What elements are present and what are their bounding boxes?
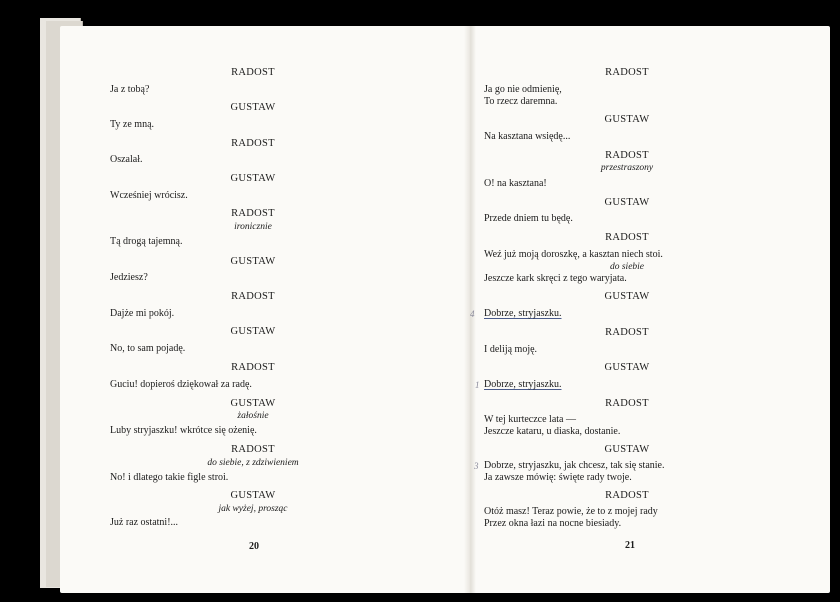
verse-line: Guciu! dopieroś dziękował za radę. — [110, 379, 252, 390]
verse-line: Przede dniem tu będę. — [484, 213, 573, 224]
speaker-name: RADOST — [231, 291, 275, 302]
speaker-name: GUSTAW — [230, 256, 276, 267]
pencil-margin-mark: 1 — [475, 380, 480, 390]
page-number: 21 — [625, 540, 635, 551]
page-number: 20 — [249, 541, 259, 552]
verse-line: Dobrze, stryjaszku. — [484, 379, 562, 390]
verse-line: Ty ze mną. — [110, 119, 155, 130]
verse-line: Dobrze, stryjaszku, jak chcesz, tak się stanie. — [484, 460, 665, 471]
verse-line: Luby stryjaszku! wkrótce się ożenię. — [110, 425, 257, 436]
speaker-name: RADOST — [231, 362, 275, 373]
speaker-name: RADOST — [605, 327, 649, 338]
speaker-name: GUSTAW — [604, 444, 650, 455]
pencil-margin-mark: 4 — [470, 309, 475, 319]
speaker-name: RADOST — [605, 150, 649, 161]
speaker-name: GUSTAW — [230, 173, 276, 184]
verse-line: Otóż masz! Teraz powie, że to z mojej rady — [484, 506, 658, 517]
verse-line: Ja go nie odmienię, — [484, 84, 562, 95]
speaker-name: GUSTAW — [604, 362, 650, 373]
verse-line: Dobrze, stryjaszku. — [484, 308, 562, 319]
verse-line: Jeszcze kataru, u diaska, dostanie. — [484, 426, 621, 437]
speaker-name: RADOST — [605, 490, 649, 501]
speaker-name: RADOST — [231, 444, 275, 455]
verse-line: No! i dlatego takie figle stroi. — [110, 472, 229, 483]
verse-line: To rzecz daremna. — [484, 96, 558, 107]
stage-direction: żałośnie — [237, 411, 269, 421]
verse-line: Dajże mi pokój. — [110, 308, 175, 319]
verse-line: Jeszcze kark skręci z tego waryjata. — [484, 273, 627, 284]
speaker-name: GUSTAW — [230, 490, 276, 501]
verse-line: O! na kasztana! — [484, 178, 547, 189]
verse-line: Wcześniej wrócisz. — [110, 190, 188, 201]
speaker-name: RADOST — [231, 208, 275, 219]
speaker-name: RADOST — [605, 398, 649, 409]
speaker-name: RADOST — [231, 138, 275, 149]
verse-line: Tą drogą tajemną. — [110, 236, 183, 247]
verse-line: W tej kurteczce lata — — [484, 414, 576, 425]
speaker-name: GUSTAW — [230, 326, 276, 337]
stage-direction: do siebie, z zdziwieniem — [207, 458, 299, 468]
speaker-name: RADOST — [605, 67, 649, 78]
speaker-name: GUSTAW — [604, 197, 650, 208]
verse-line: Ja zawsze mówię: święte rady twoje. — [484, 472, 632, 483]
verse-line: No, to sam pojadę. — [110, 343, 186, 354]
stage-direction: do siebie — [609, 262, 645, 272]
verse-line: Oszalał. — [110, 154, 143, 165]
stage-direction: jak wyżej, prosząc — [218, 504, 288, 514]
speaker-name: GUSTAW — [604, 114, 650, 125]
speaker-name: RADOST — [231, 67, 275, 78]
speaker-name: RADOST — [605, 232, 649, 243]
speaker-name: GUSTAW — [230, 102, 276, 113]
verse-line: Już raz ostatni!... — [110, 517, 179, 528]
verse-line: Na kasztana wsiędę... — [484, 131, 571, 142]
speaker-name: GUSTAW — [604, 291, 650, 302]
pencil-margin-mark: 3 — [474, 461, 479, 471]
book — [24, 12, 832, 594]
verse-line: I deliją moję. — [484, 344, 538, 355]
speaker-name: GUSTAW — [230, 398, 276, 409]
verse-line: Przez okna łazi na nocne biesiady. — [484, 518, 622, 529]
stage-direction: ironicznie — [234, 222, 272, 232]
verse-line: Weź już moją doroszkę, a kasztan niech stoi. — [484, 249, 663, 260]
stage-direction: przestraszony — [600, 163, 654, 173]
verse-line: Ja z tobą? — [110, 84, 150, 95]
verse-line: Jedziesz? — [110, 272, 148, 283]
